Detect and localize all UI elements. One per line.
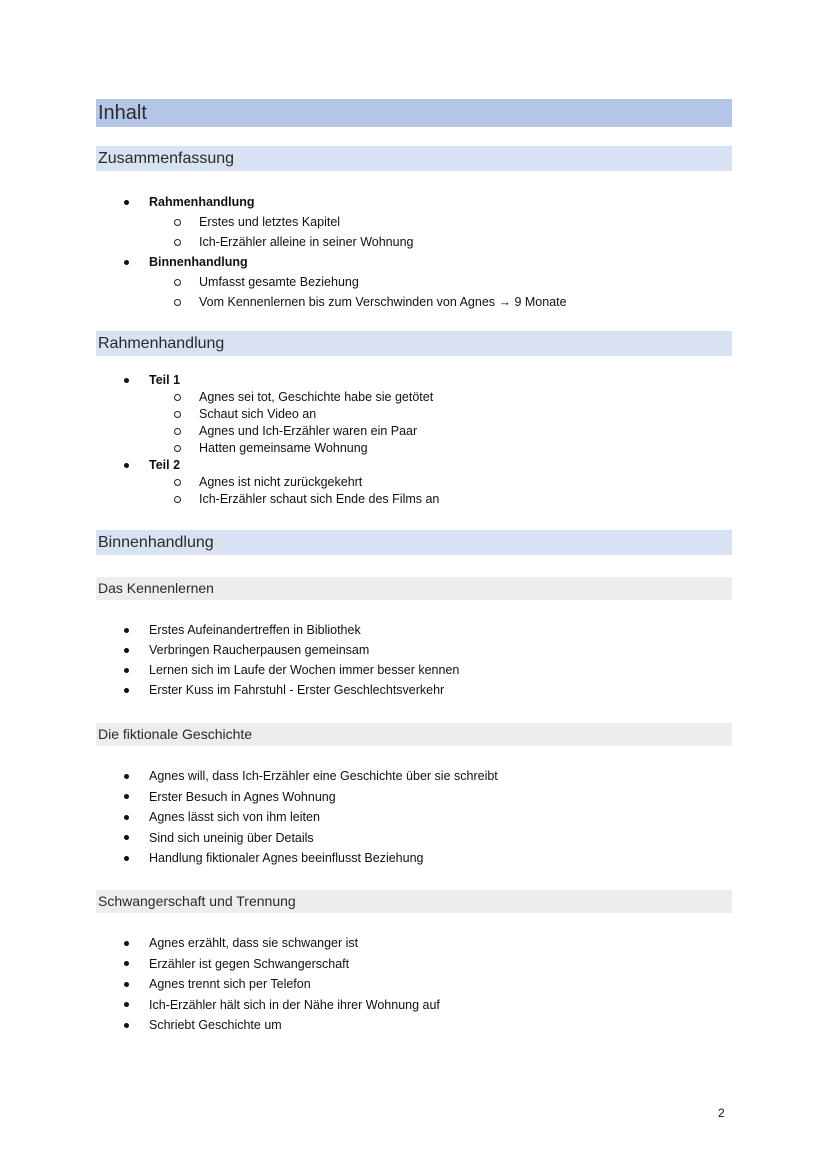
sub-list-item: Agnes sei tot, Geschichte habe sie getötet <box>0 389 439 406</box>
heading-zusammenfassung: Zusammenfassung <box>96 146 732 171</box>
sub-list-item: Hatten gemeinsame Wohnung <box>0 440 439 457</box>
sub-list-item: Erstes und letztes Kapitel <box>0 212 567 232</box>
list-item: Agnes will, dass Ich-Erzähler eine Geschichte über sie schreibt <box>0 766 498 787</box>
list-schwangerschaft-trennung <box>0 933 440 1036</box>
sub-list-item: Agnes ist nicht zurückgekehrt <box>0 474 439 491</box>
page-number: 2 <box>718 1106 725 1120</box>
list-item: Erster Kuss im Fahrstuhl - Erster Geschlechtsverkehr <box>0 680 459 700</box>
list-item: Teil 2 <box>0 457 439 474</box>
page-title: Inhalt <box>96 99 732 127</box>
list-item: Lernen sich im Laufe der Wochen immer besser kennen <box>0 660 459 680</box>
sub-list-item: Umfasst gesamte Beziehung <box>0 272 567 292</box>
list-item: Binnenhandlung <box>0 252 567 272</box>
sub-list-item: Schaut sich Video an <box>0 406 439 423</box>
heading-rahmenhandlung: Rahmenhandlung <box>96 331 732 356</box>
list-item: Agnes lässt sich von ihm leiten <box>0 807 498 828</box>
heading-fiktionale-geschichte: Die fiktionale Geschichte <box>96 723 732 746</box>
list-kennenlernen <box>0 620 459 700</box>
list-item: Sind sich uneinig über Details <box>0 828 498 849</box>
list-item: Erzähler ist gegen Schwangerschaft <box>0 954 440 975</box>
list-item: Teil 1 <box>0 372 439 389</box>
sub-list-item: Agnes und Ich-Erzähler waren ein Paar <box>0 423 439 440</box>
list-zusammenfassung <box>0 192 567 312</box>
heading-schwangerschaft-trennung: Schwangerschaft und Trennung <box>96 890 732 913</box>
list-item: Ich-Erzähler hält sich in der Nähe ihrer Wohnung auf <box>0 995 440 1016</box>
list-fiktionale-geschichte <box>0 766 498 869</box>
sub-list-item: Ich-Erzähler schaut sich Ende des Films an <box>0 491 439 508</box>
list-rahmenhandlung <box>0 372 439 508</box>
heading-binnenhandlung: Binnenhandlung <box>96 530 732 555</box>
list-item: Rahmenhandlung <box>0 192 567 212</box>
list-item: Verbringen Raucherpausen gemeinsam <box>0 640 459 660</box>
list-item: Erster Besuch in Agnes Wohnung <box>0 787 498 808</box>
list-item: Schriebt Geschichte um <box>0 1015 440 1036</box>
list-item: Agnes trennt sich per Telefon <box>0 974 440 995</box>
sub-list-item: Ich-Erzähler alleine in seiner Wohnung <box>0 232 567 252</box>
list-item: Handlung fiktionaler Agnes beeinflusst Beziehung <box>0 848 498 869</box>
list-item: Erstes Aufeinandertreffen in Bibliothek <box>0 620 459 640</box>
sub-list-item: Vom Kennenlernen bis zum Verschwinden von Agnes → 9 Monate <box>0 292 567 312</box>
heading-kennenlernen: Das Kennenlernen <box>96 577 732 600</box>
list-item: Agnes erzählt, dass sie schwanger ist <box>0 933 440 954</box>
